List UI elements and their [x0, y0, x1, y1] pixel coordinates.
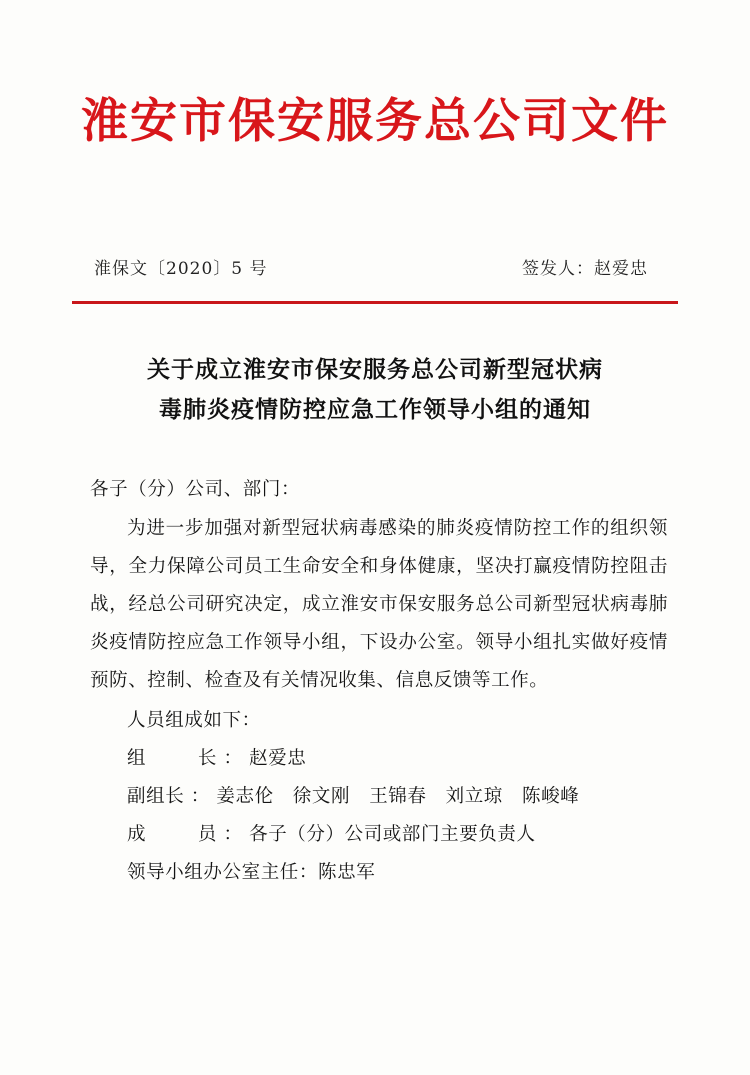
- document-header: [72, 0, 678, 149]
- document-meta-row: [72, 254, 678, 279]
- roster-role-tail-member: 员: [197, 823, 218, 845]
- roster-item-member: [90, 816, 668, 854]
- roster-role-deputy: 副组长: [127, 785, 185, 807]
- roster-separator-leader: ：: [223, 748, 243, 769]
- document-salutation: 各子（分）公司、部门：: [90, 478, 301, 500]
- document-roster-intro: 人员组成如下：: [127, 710, 261, 732]
- roster-role-tail-leader: 长: [197, 748, 218, 769]
- document-subject-title: [72, 350, 678, 431]
- roster-role-leader: 组: [127, 748, 147, 769]
- document-body: [72, 471, 678, 892]
- roster-item-leader: [90, 740, 668, 778]
- document-subject-line-1: 关于成立淮安市保安服务总公司新型冠状病: [147, 356, 603, 384]
- document-number: 淮保文〔2020〕5 号: [94, 259, 268, 280]
- red-separator-rule: [72, 301, 678, 304]
- roster-role-member: 成: [127, 823, 147, 845]
- roster-separator-deputy: ：: [190, 785, 210, 807]
- roster-names-leader: 赵爱忠: [249, 748, 307, 769]
- document-signer: 签发人：赵爱忠: [522, 259, 648, 280]
- roster-separator-member: ：: [223, 823, 243, 845]
- document-header-title: 淮安市保安服务总公司文件: [81, 94, 669, 149]
- roster-item-deputy: [90, 778, 668, 816]
- roster-names-member: 各子（分）公司或部门主要负责人: [249, 823, 536, 845]
- document-subject-line-2: 毒肺炎疫情防控应急工作领导小组的通知: [159, 396, 591, 424]
- document-main-paragraph: 为进一步加强对新型冠状病毒感染的肺炎疫情防控工作的组织领导，全力保障公司员工生命安全和身体健康，坚决打赢疫情防控阻击战，经总公司研究决定，成立淮安市保安服务总公司新型冠状病毒肺炎疫情防控应急工作领导小组，下设办公室。领导小组扎实做好疫情预防、控制、检查及有关情况收集、信息反馈等工作。: [90, 518, 668, 692]
- roster-office-director: 领导小组办公室主任：陈忠军: [127, 861, 376, 883]
- roster-names-deputy: 姜志伦 徐文刚 王锦春 刘立琼 陈峻峰: [216, 785, 580, 807]
